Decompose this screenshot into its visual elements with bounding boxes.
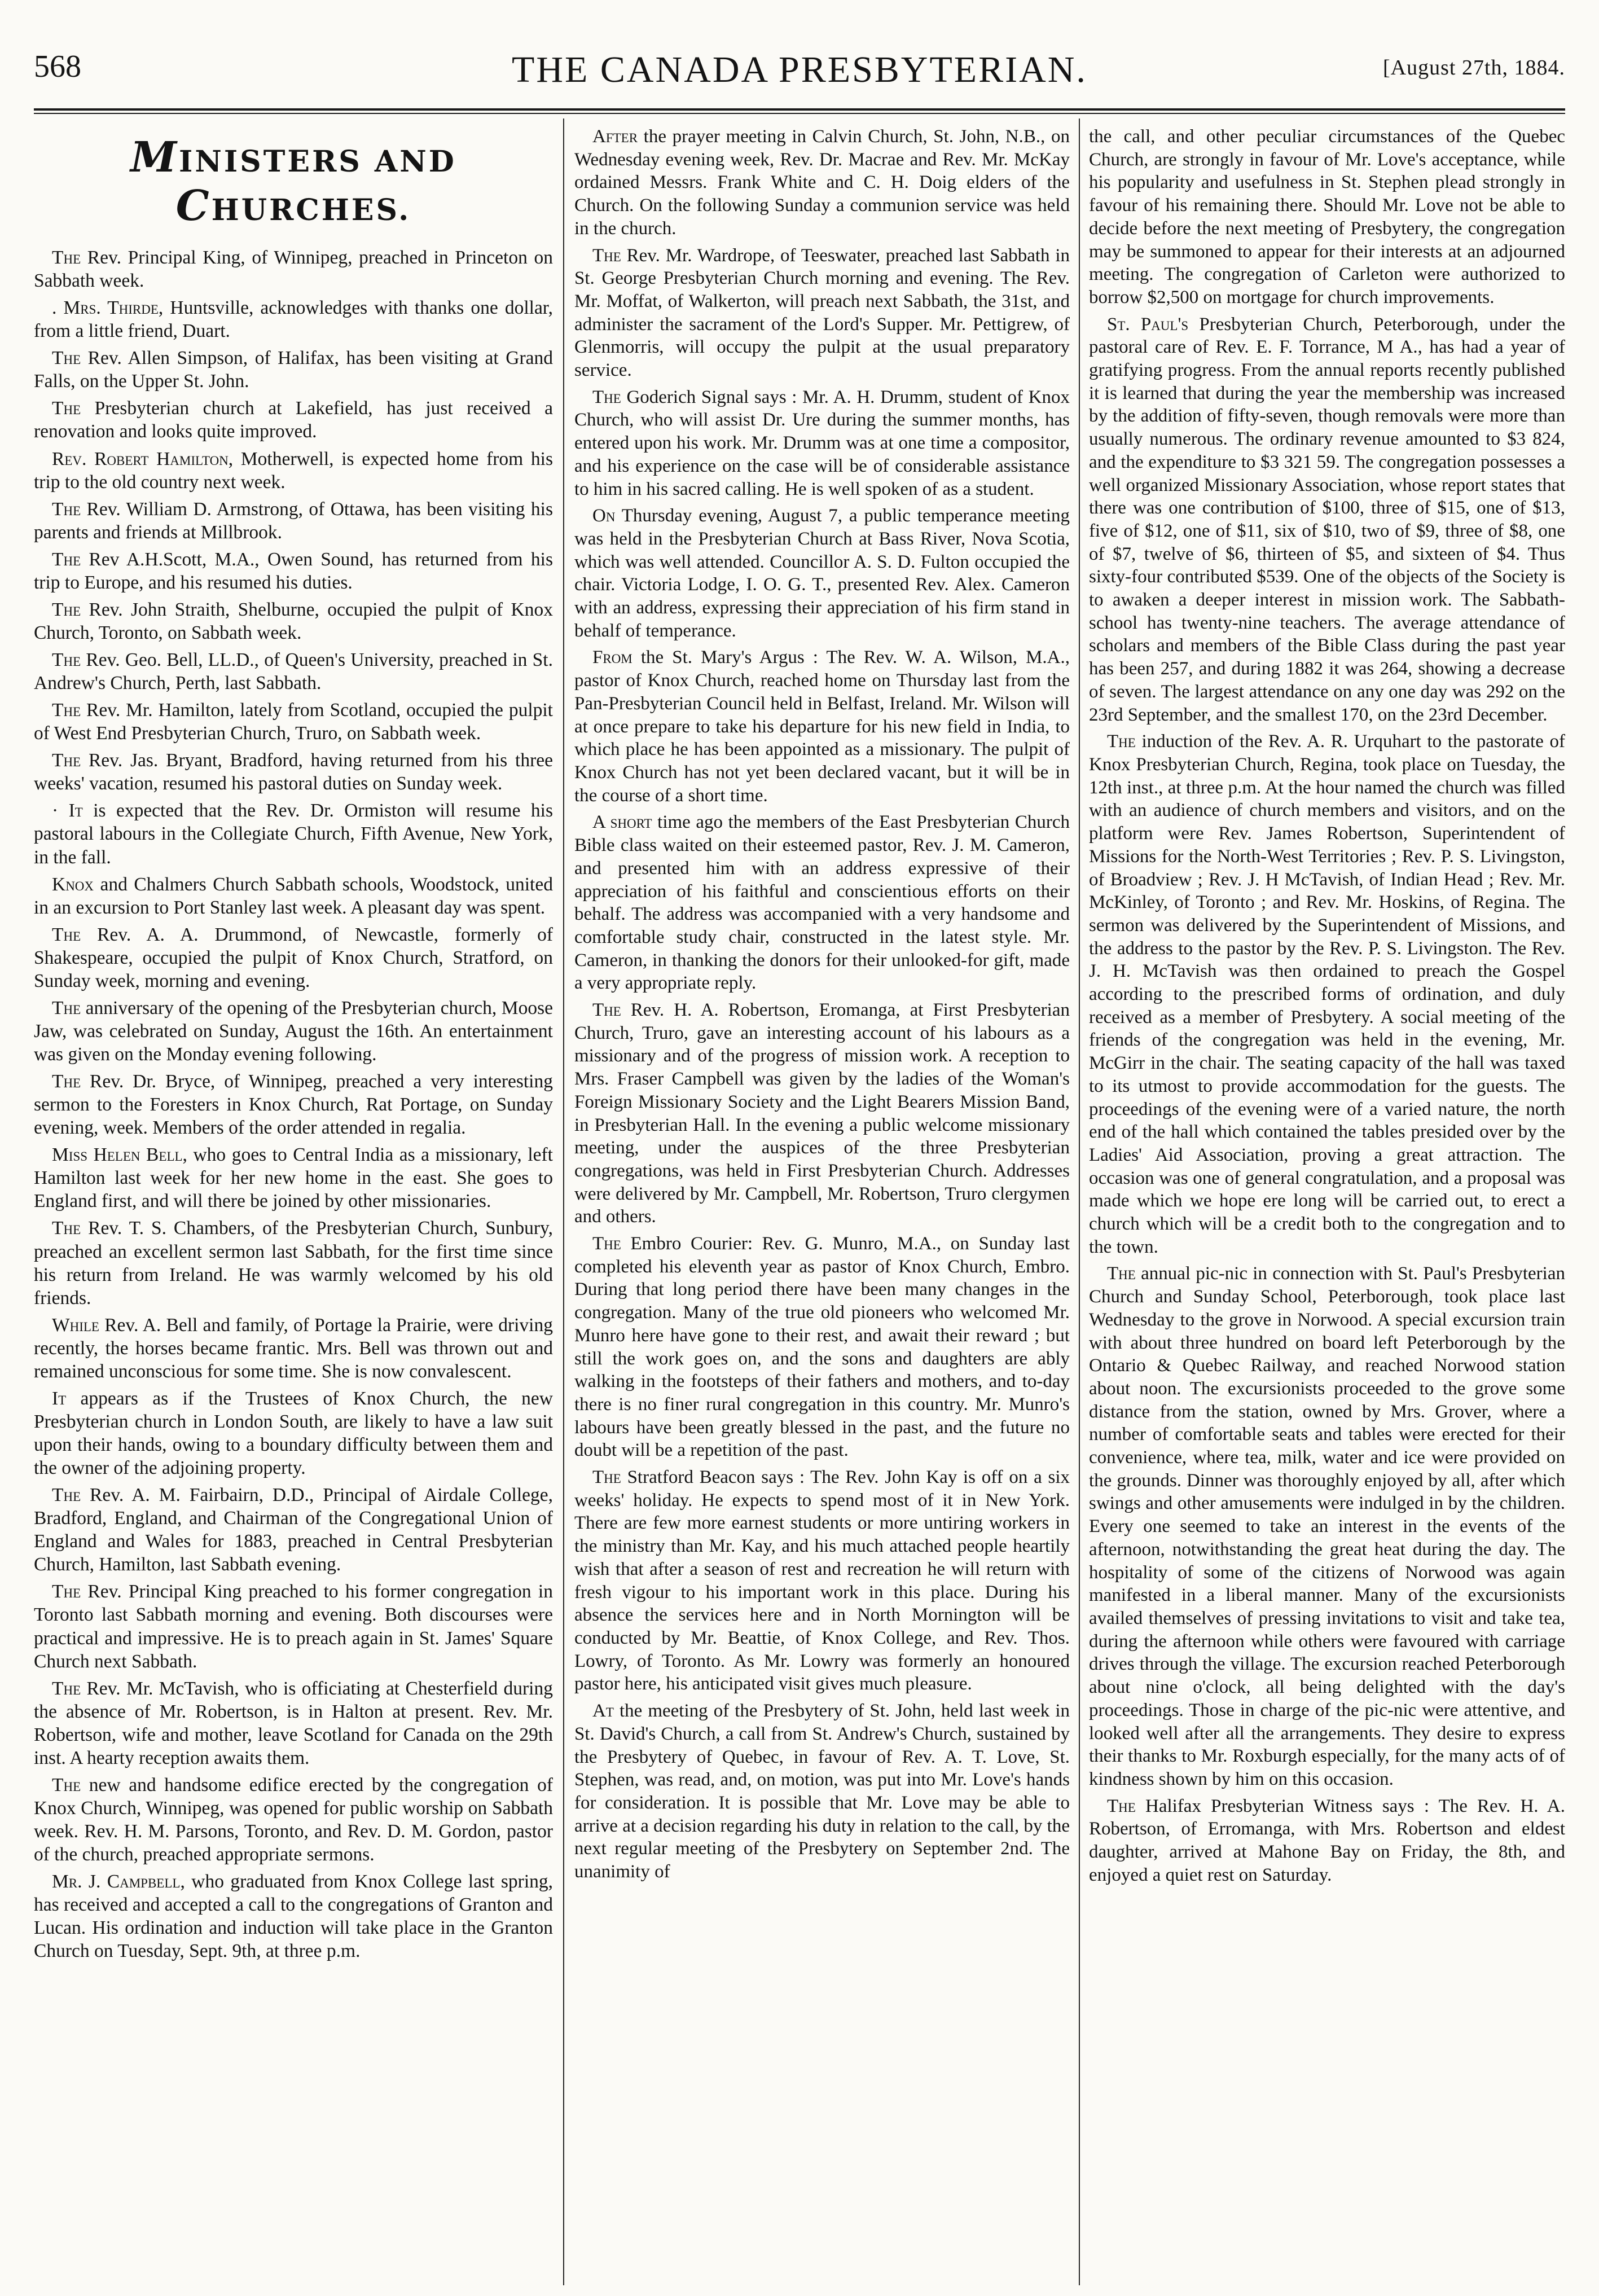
column-divider [1079,118,1080,2285]
publication-title: THE CANADA PRESBYTERIAN. [512,49,1087,90]
news-item [34,1070,553,1139]
item-lead-word: Knox [52,873,94,895]
issue-date: [August 27th, 1884. [1383,56,1565,80]
item-lead-word: The [52,1485,81,1506]
item-lead-word: The [592,387,621,407]
header-rule-thin [34,113,1565,114]
item-lead-word: The [52,997,81,1019]
item-text: new and handsome edifice erected by the congregation of Knox Church, Winnipeg, was opened for public worship on Sabbath week. Rev. H. M. Parsons, Toronto, and Rev. D. M. Gordon, pastor of the church, preached appropriate sermons. [34,1774,553,1865]
item-lead-word: The [52,649,81,670]
item-text: Motherwell, is expected home from his trip to the old country next week. [34,448,553,493]
item-text: is expected that the Rev. Dr. Ormiston will resume his pastoral labours in the Collegiate Church, Fifth Avenue, New York, in the fall. [34,800,553,868]
item-lead-word: While [52,1314,99,1336]
item-lead-word: The [592,1000,621,1021]
news-item [34,1483,553,1576]
section-heading [34,133,553,230]
item-text: Rev. John Straith, Shelburne, occupied the pulpit of Knox Church, Toronto, on Sabbath week. [34,599,553,643]
item-text: Rev A.H.Scott, M.A., Owen Sound, has returned from his trip to Europe, and his resumed his duties. [34,548,553,593]
item-text: Presbyterian church at Lakefield, has just received a renovation and looks quite improved. [34,398,553,442]
item-text: Huntsville, acknowledges with thanks one dollar, from a little friend, Duart. [34,297,553,342]
item-text: Rev. A. Bell and family, of Portage la Prairie, were driving recently, the horses became frantic. Mrs. Bell was thrown out and remained unconscious for some time. She is now convalescent. [34,1314,553,1382]
news-item [1089,730,1565,1258]
item-lead-word: Mr. J. Campbell, [52,1871,185,1893]
news-item [34,1677,553,1770]
item-text: Rev. T. S. Chambers, of the Presbyterian Church, Sunbury, preached an excellent sermon last Sabbath, for the first time since his return from Ireland. He was warmly welcomed by his old friends. [34,1218,553,1309]
heading-text: INISTERS AND [179,144,456,179]
item-text: Rev. Mr. Hamilton, lately from Scotland, occupied the pulpit of West End Presbyterian Church, Truro, on Sabbath week. [34,700,553,744]
item-text: Rev. Geo. Bell, LL.D., of Queen's University, preached in St. Andrew's Church, Perth, last Sabbath. [34,649,553,694]
item-text: Rev. Mr. McTavish, who is officiating at Chesterfield during the absence of Mr. Robertson, is in Halton at present. Rev. Mr. Robertson, wife and mother, leave Scotland for Canada on the 29th inst. A hearty reception awaits them. [34,1678,553,1768]
news-item [574,125,1070,240]
news-item [34,246,553,292]
page-header [34,49,1565,105]
item-text: anniversary of the opening of the Presbyterian church, Moose Jaw, was celebrated on Sunday, August the 16th. An entertainment was given on the Monday evening following. [34,997,553,1065]
item-text: Presbyterian Church, Peterborough, under the pastoral care of Rev. E. F. Torrance, M A., has had a year of gratifying progress. From the annual reports recently published it is learned that during the year the membership was increased by the addition of fifty-seven, though removals were more than usually numerous. The ordinary revenue amounted to $3 824, and the expenditure to $3 321 59. The congregation possesses a well organized Missionary Association, whose report states that there was one contribution of $100, three of $15, one of $13, five of $12, one of $11, six of $10, two of $9, three of $8, one of $7, twelve of $6, thirteen of $5, and sixteen of $4. Thus sixty-four contributed $539. One of the objects of the Society is to awaken a deeper interest in mission work. The Sabbath-school has twenty-nine teachers. The average attendance of scholars and members of the Bible Class during the past year has been 257, and during 1882 it was 264, showing a decrease of seven. The largest attendance on any one day was 292 on the 23rd September, and the smallest 170, on the 23rd December. [1089,314,1565,725]
news-item [1089,1262,1565,1790]
news-item [34,1773,553,1866]
item-lead-word: The [52,1581,81,1603]
column-1 [34,125,553,2275]
item-lead-word: The [592,1467,621,1488]
heading-initial: C [175,182,212,230]
item-lead-word: The [52,750,81,771]
item-lead-word: The [52,1218,81,1239]
item-lead-word: The [52,1774,81,1795]
news-item [34,1314,553,1383]
item-lead-word: From [592,647,632,668]
item-lead-word: The [52,548,81,570]
item-lead-word: The [52,498,81,520]
item-text: the St. Mary's Argus : The Rev. W. A. Wilson, M.A., pastor of Knox Church, reached home on Thursday last from the Pan-Presbyterian Council held in Belfast, Ireland. Mr. Wilson will at once prepare to take his departure for his new field in India, to which place he has been appointed as a missionary. The pulpit of Knox Church has not yet been declared vacant, but it will be in the course of a short time. [574,647,1070,806]
item-lead-word: It [52,1388,67,1409]
item-lead-word: The [52,348,81,369]
item-text: time ago the members of the East Presbyterian Church Bible class waited on their esteemed pastor, Rev. J. M. Cameron, and presented him with an address expressive of their appreciation of his faithful and conscientious efforts on their behalf. The address was accompanied with a very handsome and comfortable study chair, constructed in the latest style. Mr. Cameron, in thanking the donors for their unlooked-for gift, made a very appropriate reply. [574,812,1070,994]
news-item [34,799,553,868]
heading-text: HURCHES. [211,193,411,227]
item-text: Rev. Principal King, of Winnipeg, preached in Princeton on Sabbath week. [34,247,553,292]
item-lead-word: After [592,126,638,147]
item-text: who graduated from Knox College last spring, has received and accepted a call to the congregations of Granton and Lucan. His ordination and induction will take place in the Granton Church on Tuesday, Sept. 9th, at three p.m. [34,1871,553,1962]
header-rule [34,108,1565,111]
news-item [574,504,1070,642]
news-item [34,397,553,443]
item-text: the prayer meeting in Calvin Church, St. John, N.B., on Wednesday evening week, Rev. Dr. Macrae and Rev. Mr. McKay ordained Messrs. Frank White and C. H. Doig elders of the Church. On the following Sunday a communion service was held in the church. [574,126,1070,239]
column-3 [1089,125,1565,2275]
item-text: induction of the Rev. A. R. Urquhart to the pastorate of Knox Presbyterian Church, Regina, took place on Tuesday, the 12th inst., at three p.m. At the hour named the church was filled with an audience of church members and visitors, and on the platform were Rev. James Robertson, Superintendent of Missions for the North-West Territories ; Rev. P. S. Livingston, of Broadview ; Rev. J. H McTavish, of Indian Head ; Rev. Mr. McKinley, of Toronto ; and Rev. Mr. Hoskins, of Regina. The sermon was delivered by the Superintendent of Missions, and the address to the pastor by the Rev. P. S. Livingston. The Rev. J. H. McTavish was then ordained to preach the Gospel according to the prescribed forms of ordination, and duly received as a member of Presbytery. A social meeting of the friends of the congregation was held in the evening, Mr. McGirr in the chair. The seating capacity of the hall was taxed to its utmost to provide accommodation for the guests. The proceedings of the evening were of a varied nature, the north end of the hall which contained the tables presided over by the Ladies' Aid Association, proving a great attraction. The occasion was one of general congratulation, and a proposal was made which we hope ere long will be carried out, to erect a church which will be a credit both to the congregation and to the town. [1089,731,1565,1257]
news-item [34,873,553,919]
item-text: Rev. Allen Simpson, of Halifax, has been visiting at Grand Falls, on the Upper St. John. [34,348,553,392]
news-item [574,386,1070,501]
item-text: who goes to Central India as a missionary, left Hamilton last week for her new home in the east. She goes to England first, and will there be joined by other missionaries. [34,1144,553,1212]
item-lead-word: At [592,1701,614,1722]
news-item [574,244,1070,382]
item-lead-word: The [52,247,81,268]
item-text: Rev. Mr. Wardrope, of Teeswater, preached last Sabbath in St. George Presbyterian Church morning and evening. The Rev. Mr. Moffat, of Walkerton, will preach next Sabbath, the 31st, and administer the sacrament of the Lord's Supper. Mr. Pettigrew, of Glenmorris, will occupy the pulpit at the usual preparatory service. [574,245,1070,381]
item-lead-word: The [52,1071,81,1092]
item-lead-word: . Mrs. Thirde, [52,297,164,319]
item-lead-word: · It [52,800,83,822]
news-item [34,296,553,343]
news-item [34,1580,553,1672]
news-item [34,923,553,993]
item-text: Rev. William D. Armstrong, of Ottawa, has been visiting his parents and friends at Millbrook. [34,498,553,543]
item-text: Stratford Beacon says : The Rev. John Kay is off on a six weeks' holiday. He expects to spend most of it in New York. There are few more earnest students or more untiring workers in the ministry than Mr. Kay, and his much attached people heartily wish that after a season of rest and recreation he will return with fresh vigour to his important work in this place. During his absence the services here and in North Mornington will be conducted by Mr. Beattie, of Knox College, and Rev. Thos. Lowry, of Toronto. As Mr. Lowry was formerly an honoured pastor here, his anticipated visit gives much pleasure. [574,1467,1070,1694]
item-lead-word: The [592,245,621,266]
item-lead-word: The [52,398,81,419]
news-item [574,1466,1070,1696]
item-lead-word: The [52,1678,81,1699]
item-text: the meeting of the Presbytery of St. John, held last week in St. David's Church, a call from St. Andrew's Church, sustained by the Presbytery of Quebec, in favour of Rev. A. T. Love, St. Stephen, was read, and, on motion, was put into Mr. Love's hands for consideration. It is possible that Mr. Love may be able to arrive at a decision regarding his duty in relation to the call, by the next regular meeting of the Presbytery on September 2nd. The unanimity of [574,1701,1070,1882]
item-text: Rev. A. M. Fairbairn, D.D., Principal of Airdale College, Bradford, England, and Chairman of the Congregational Union of England and Wales for 1883, preached in Central Presbyterian Church, Hamilton, last Sabbath evening. [34,1485,553,1575]
news-item [574,1700,1070,1884]
item-text: Rev. A. A. Drummond, of Newcastle, formerly of Shakespeare, occupied the pulpit of Knox Church, Stratford, on Sunday week, morning and evening. [34,924,553,991]
column-2-body [574,125,1070,1884]
news-item [574,999,1070,1228]
item-text: Goderich Signal says : Mr. A. H. Drumm, student of Knox Church, who will assist Dr. Ure during the summer months, has entered upon his work. Mr. Drumm was at one time a compositor, and his experience on the case will be of considerable assistance to him in his sacred calling. He is well spoken of as a student. [574,387,1070,499]
news-item [34,749,553,795]
news-item [574,646,1070,807]
item-lead-word: The [52,599,81,620]
item-lead-word: The [1107,1263,1136,1284]
page-number: 568 [34,49,81,84]
news-item [1089,313,1565,727]
news-item [34,996,553,1066]
item-text: Halifax Presbyterian Witness says : The Rev. H. A. Robertson, of Erromanga, with Mrs. Robertson and eldest daughter, arrived at Mahone Bay on Friday, the 8th, and enjoyed a quiet rest on Saturday. [1089,1795,1565,1885]
item-lead-word: Rev. Robert Hamilton, [52,448,234,469]
news-item [34,699,553,745]
news-item [1089,125,1565,309]
news-item [34,1217,553,1309]
item-lead-word: The [52,700,81,721]
news-item [34,346,553,393]
column-2 [574,125,1070,2275]
news-item [34,498,553,544]
item-text: Rev. Jas. Bryant, Bradford, having returned from his three weeks' vacation, resumed his pastoral duties on Sunday week. [34,750,553,794]
item-lead-word: The [592,1233,621,1254]
column-1-body [34,246,553,1963]
item-lead-word: The [1107,1795,1136,1816]
item-text: appears as if the Trustees of Knox Church, the new Presbyterian church in London South, are likely to have a law suit upon their hands, owing to a boundary difficulty between them and the owner of the adjoining property. [34,1388,553,1479]
item-text: annual pic-nic in connection with St. Paul's Presbyterian Church and Sunday School, Peterborough, took place last Wednesday to the grove in Norwood. A special excursion train with about three hundred on board left Peterborough by the Ontario & Quebec Railway, and reached Norwood station about noon. The excursionists proceeded to the grove some distance from the station, owned by Mrs. Grover, where a number of comfortable seats and tables were erected for their convenience, where tea, milk, water and ice were provided on the grounds. Dinner was thoroughly enjoyed by all, after which swings and other amusements were indulged in by the children. Every one seemed to take an interest in the events of the afternoon, notwithstanding the great heat during the day. The hospitality of some of the citizens of Norwood was again manifested in a liberal manner. Many of the excursionists availed themselves of pressing invitations to visit and take tea, during the afternoon while others were favoured with carriage drives through the village. The excursion reached Peterborough about nine o'clock, all being delighted with the day's proceedings. Those in charge of the pic-nic were attentive, and looked well after all the arrangements. They desire to express their thanks to Mr. Roxburgh especially, for the many acts of of kindness shown by him on this occasion. [1089,1263,1565,1789]
item-lead-word: The [52,924,81,945]
news-item [34,1143,553,1213]
news-item [34,648,553,695]
item-lead-word: The [1107,731,1136,752]
news-item [34,1870,553,1963]
news-item [34,598,553,644]
item-text: Thursday evening, August 7, a public temperance meeting was held in the Presbyterian Church at Bass River, Nova Scotia, which was well attended. Councillor A. S. D. Fulton occupied the chair. Victoria Lodge, I. O. G. T., presented Rev. Alex. Cameron with an address, expressing their appreciation of his firm stand in behalf of temperance. [574,506,1070,641]
item-text: and Chalmers Church Sabbath schools, Woodstock, united in an excursion to Port Stanley last week. A pleasant day was spent. [34,873,553,918]
item-lead-word: Miss Helen Bell, [52,1144,187,1166]
news-item [574,811,1070,995]
column-divider [563,118,564,2285]
item-text: Rev. Dr. Bryce, of Winnipeg, preached a very interesting sermon to the Foresters in Knox Church, Rat Portage, on Sunday evening, week. Members of the order attended in regalia. [34,1071,553,1139]
item-lead-word: St. Paul's [1107,314,1189,335]
item-lead-word: A short [592,812,652,833]
news-item [1089,1795,1565,1887]
news-item [34,447,553,494]
item-text: Rev. H. A. Robertson, Eromanga, at First Presbyterian Church, Truro, gave an interesting account of his labours as a missionary and of the progress of mission work. A reception to Mrs. Fraser Campbell was given by the ladies of the Woman's Foreign Missionary Society and the Light Bearers Mission Band, in Presbyterian Hall. In the evening a public welcome missionary meeting, under the auspices of the three Presbyterian congregations, was held in First Presbyterian Church. Addresses were delivered by Mr. Campbell, Mr. Robertson, Truro clergymen and others. [574,1000,1070,1227]
news-item [34,1387,553,1480]
column-3-body [1089,125,1565,1886]
news-item [574,1232,1070,1462]
heading-initial: M [130,133,179,182]
item-text: Rev. Principal King preached to his former congregation in Toronto last Sabbath morning and evening. Both discourses were practical and impressive. He is to preach again in St. James' Square Church next Sabbath. [34,1581,553,1672]
news-item [34,548,553,594]
item-lead-word: On [592,506,616,526]
item-text: the call, and other peculiar circumstances of the Quebec Church, are strongly in favour of Mr. Love's acceptance, while his popularity and usefulness in St. Stephen plead strongly in favour of his remaining there. Should Mr. Love not be able to decide before the next meeting of Presbytery, the congregation may be summoned to appear for their interests at an adjourned meeting. The congregation of Carleton were authorized to borrow $2,500 on mortgage for church improvements. [1089,126,1565,308]
item-text: Embro Courier: Rev. G. Munro, M.A., on Sunday last completed his eleventh year as pastor of Knox Church, Embro. During that long period there have been many changes in the congregation. Many of the true old pioneers who welcomed Mr. Munro here have gone to their rest, and await their reward ; but still the work goes on, and the sons and daughters are ably walking in the footsteps of their fathers and mothers, and to-day there is no finer rural congregation in this country. Mr. Munro's labours have been greatly blessed in the past, and the future no doubt will be a repetition of the past. [574,1233,1070,1461]
